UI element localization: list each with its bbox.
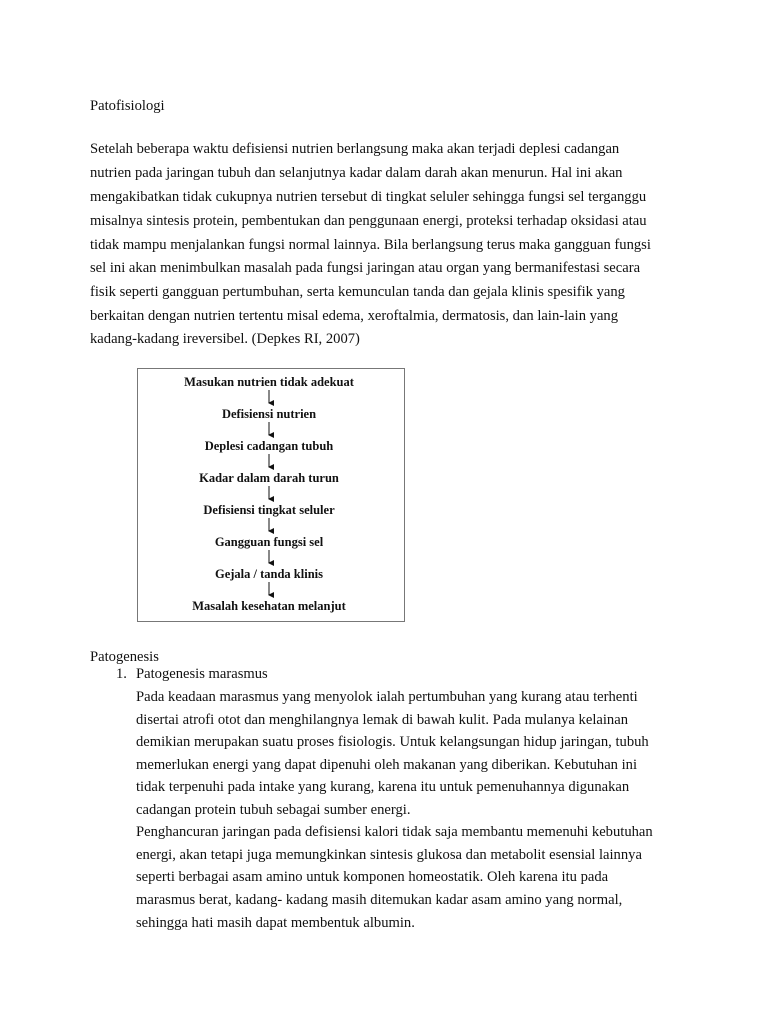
flow-step: Defisiensi nutrien: [221, 407, 317, 421]
section-title-patogenesis: Patogenesis: [90, 649, 159, 665]
flow-step: Defisiensi tingkat seluler: [203, 503, 335, 517]
flow-diagram: [137, 368, 405, 622]
paragraph-line: Pada keadaan marasmus yang menyolok ialah pertumbuhan yang kurang atau terhenti: [136, 689, 638, 705]
paragraph-line: Penghancuran jaringan pada defisiensi kalori tidak saja membantu memenuhi kebutuhan: [136, 824, 653, 840]
paragraph-line: disertai atrofi otot dan menghilangnya lemak di bawah kulit. Pada mulanya kelainan: [136, 712, 628, 728]
paragraph-line: mengakibatkan tidak cukupnya nutrien tersebut di tingkat seluler sehingga fungsi sel terganggu: [90, 189, 647, 205]
paragraph-line: energi, akan tetapi juga memungkinkan sintesis glukosa dan metabolit esensial lainnya: [136, 847, 642, 863]
paragraph-line: sehingga hati masih dapat membentuk albumin.: [136, 915, 415, 931]
paragraph-line: sel ini akan menimbulkan masalah pada fungsi jaringan atau organ yang bermanifestasi secara: [90, 260, 641, 276]
section-title-patofisiologi: Patofisiologi: [90, 98, 165, 114]
flow-step: Masalah kesehatan melanjut: [192, 599, 346, 613]
paragraph-line: nutrien pada jaringan tubuh dan selanjutnya kadar dalam darah akan menurun. Hal ini akan: [90, 165, 623, 181]
paragraph-line: tidak terpenuhi pada intake yang kurang, karena itu untuk pemenuhannya digunakan: [136, 779, 630, 795]
list-number: 1.: [116, 666, 127, 682]
flow-step: Gejala / tanda klinis: [214, 567, 324, 581]
paragraph-line: demikian merupakan suatu proses fisiologis. Untuk kelangsungan hidup jaringan, tubuh: [136, 734, 649, 750]
paragraph-line: tidak mampu menjalankan fungsi normal lainnya. Bila berlangsung terus maka gangguan fungsi: [90, 237, 651, 253]
paragraph-line: misalnya sintesis protein, pembentukan dan penggunaan energi, proteksi terhadap oksidasi atau: [90, 213, 647, 229]
paragraph-line: Setelah beberapa waktu defisiensi nutrien berlangsung maka akan terjadi deplesi cadangan: [90, 141, 620, 157]
paragraph-line: cadangan protein tubuh sebagai sumber energi.: [136, 802, 411, 818]
paragraph-line: marasmus berat, kadang- kadang masih ditemukan kadar asam amino yang normal,: [136, 892, 623, 908]
paragraph-line: seperti berbagai asam amino untuk komponen homeostatik. Oleh karena itu pada: [136, 869, 609, 885]
list-item-title: Patogenesis marasmus: [136, 666, 268, 682]
paragraph-line: memerlukan energi yang dapat dipenuhi oleh makanan yang diberikan. Kebutuhan ini: [136, 757, 638, 773]
flow-step: Gangguan fungsi sel: [214, 535, 324, 549]
flow-diagram-svg: [138, 369, 403, 620]
flow-step: Kadar dalam darah turun: [199, 471, 339, 485]
flow-step: Deplesi cadangan tubuh: [204, 439, 334, 453]
paragraph-line: kadang-kadang ireversibel. (Depkes RI, 2007): [90, 331, 360, 347]
flow-step: Masukan nutrien tidak adekuat: [184, 375, 354, 389]
paragraph-line: berkaitan dengan nutrien tertentu misal edema, xeroftalmia, dermatosis, dan lain-lain yang: [90, 308, 619, 324]
paragraph-line: fisik seperti gangguan pertumbuhan, serta kemunculan tanda dan gejala klinis spesifik yang: [90, 284, 625, 300]
